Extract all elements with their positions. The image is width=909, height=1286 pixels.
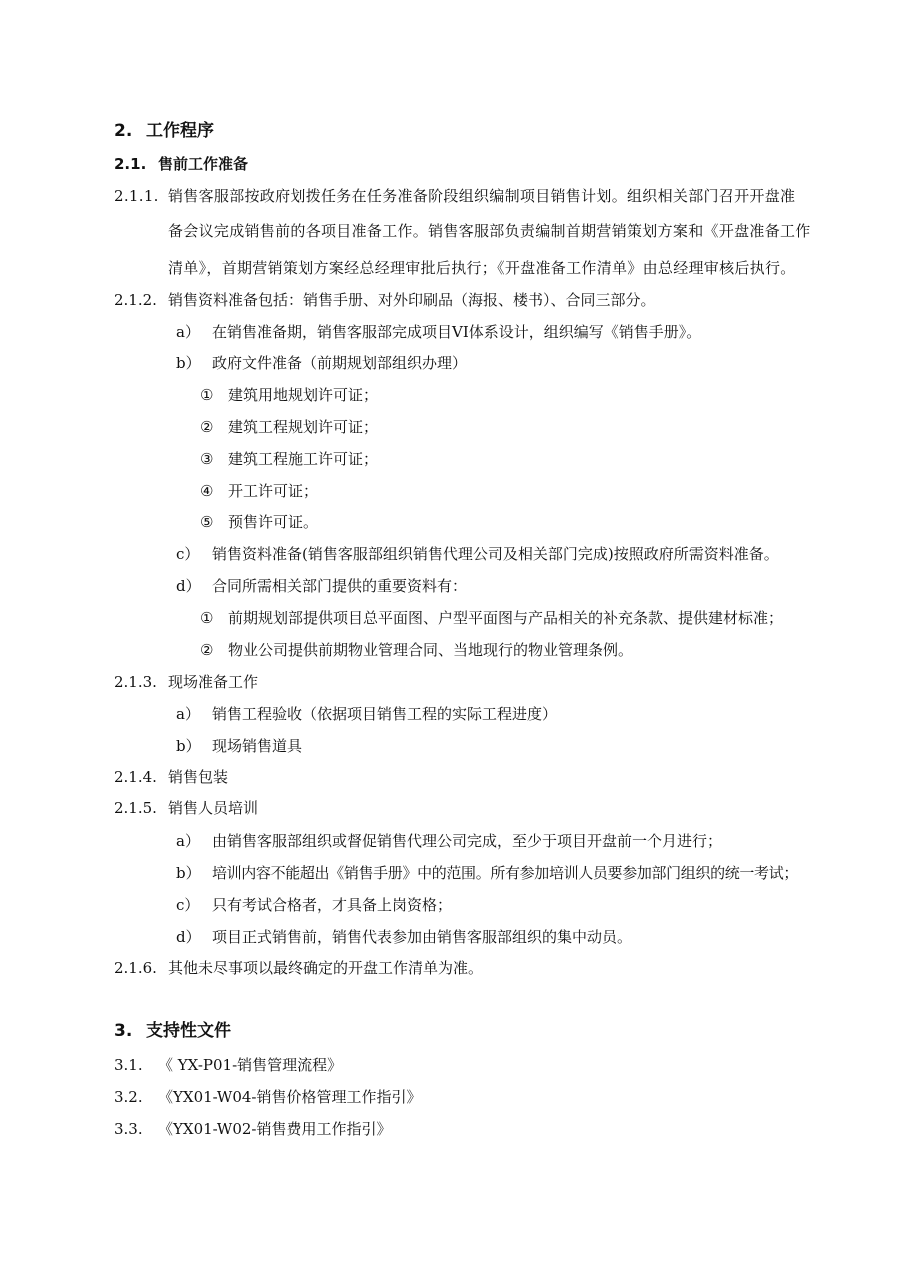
item-label: ④ xyxy=(200,482,214,500)
section-number: 2. xyxy=(114,121,133,141)
clause-text: 现场准备工作 xyxy=(168,673,259,691)
clause-2-1-1-cont: 清单》，首期营销策划方案经总经理审批后执行；《开盘准备工作清单》由总经理审核后执行。 xyxy=(168,259,796,277)
item-label: ① xyxy=(200,609,214,627)
section-title: 工作程序 xyxy=(146,121,214,141)
support-doc-item xyxy=(114,1087,422,1107)
item-text: 只有考试合格者，才具备上岗资格； xyxy=(212,896,453,914)
clause-2-1-2 xyxy=(114,290,656,310)
sub-item xyxy=(200,385,378,405)
item-text: 销售工程验收（依据项目销售工程的实际工程进度） xyxy=(212,705,558,723)
item-text: 现场销售道具 xyxy=(212,737,303,755)
support-doc-item xyxy=(114,1055,342,1075)
section-title: 支持性文件 xyxy=(146,1021,231,1041)
item-label: b） xyxy=(176,864,201,882)
item-text: 建筑工程规划许可证； xyxy=(228,418,379,436)
item-label: a） xyxy=(176,323,200,341)
clause-number: 2.1.4. xyxy=(114,768,157,786)
clause-text: 销售客服部按政府划拨任务在任务准备阶段组织编制项目销售计划。组织相关部门召开开盘准 xyxy=(168,187,796,205)
list-item-c xyxy=(176,544,779,564)
item-label: ② xyxy=(200,418,214,436)
section-2-1-heading xyxy=(114,154,248,174)
sub-item xyxy=(200,512,318,532)
section-2-heading xyxy=(114,120,214,142)
item-label: b） xyxy=(176,354,201,372)
list-item-d xyxy=(176,576,467,596)
list-item-c xyxy=(176,895,452,915)
section-3-heading xyxy=(114,1020,231,1042)
list-item-b xyxy=(176,736,302,756)
item-text: 项目正式销售前，销售代表参加由销售客服部组织的集中动员。 xyxy=(212,928,633,946)
list-item-a xyxy=(176,831,722,851)
item-text: 《YX01-W02-销售费用工作指引》 xyxy=(158,1120,392,1138)
clause-number: 2.1.5. xyxy=(114,799,157,817)
item-text: 销售资料准备(销售客服部组织销售代理公司及相关部门完成)按照政府所需资料准备。 xyxy=(212,545,779,563)
clause-number: 2.1.6. xyxy=(114,959,157,977)
clause-2-1-6 xyxy=(114,958,483,978)
list-item-b xyxy=(176,863,798,883)
item-number: 3.1. xyxy=(114,1056,143,1074)
sub-item xyxy=(200,417,378,437)
sub-item xyxy=(200,640,633,660)
list-item-b xyxy=(176,353,467,373)
clause-2-1-5 xyxy=(114,798,258,818)
section-number: 3. xyxy=(114,1021,133,1041)
item-label: ① xyxy=(200,386,214,404)
sub-item xyxy=(200,481,318,501)
item-label: ③ xyxy=(200,450,214,468)
section-number: 2.1. xyxy=(114,155,147,173)
clause-text: 销售资料准备包括：销售手册、对外印刷品（海报、楼书）、合同三部分。 xyxy=(168,291,656,309)
item-text: 在销售准备期，销售客服部完成项目VI体系设计，组织编写《销售手册》。 xyxy=(212,323,702,341)
clause-number: 2.1.1. xyxy=(114,187,159,205)
clause-number: 2.1.3. xyxy=(114,673,157,691)
section-title: 售前工作准备 xyxy=(158,155,249,173)
item-text: 《YX01-W04-销售价格管理工作指引》 xyxy=(158,1088,422,1106)
sub-item xyxy=(200,608,783,628)
clause-2-1-1 xyxy=(114,186,795,206)
item-text: 开工许可证； xyxy=(228,482,319,500)
item-text: 物业公司提供前期物业管理合同、当地现行的物业管理条例。 xyxy=(228,641,634,659)
item-number: 3.2. xyxy=(114,1088,143,1106)
clause-2-1-1-cont: 备会议完成销售前的各项目准备工作。销售客服部负责编制首期营销策划方案和《开盘准备工作 xyxy=(168,222,811,240)
clause-2-1-4 xyxy=(114,767,228,787)
item-label: d） xyxy=(176,577,201,595)
clause-2-1-3 xyxy=(114,672,258,692)
clause-text: 其他未尽事项以最终确定的开盘工作清单为准。 xyxy=(168,959,484,977)
item-text: 预售许可证。 xyxy=(228,513,319,531)
item-text: 由销售客服部组织或督促销售代理公司完成，至少于项目开盘前一个月进行； xyxy=(212,832,723,850)
item-text: 培训内容不能超出《销售手册》中的范围。所有参加培训人员要参加部门组织的统一考试； xyxy=(212,864,799,882)
sub-item xyxy=(200,449,378,469)
item-label: a） xyxy=(176,705,200,723)
clause-number: 2.1.2. xyxy=(114,291,157,309)
clause-text: 销售人员培训 xyxy=(168,799,259,817)
item-label: a） xyxy=(176,832,200,850)
item-label: b） xyxy=(176,737,201,755)
item-label: ② xyxy=(200,641,214,659)
support-doc-item xyxy=(114,1119,392,1139)
list-item-a xyxy=(176,704,557,724)
item-text: 建筑工程施工许可证； xyxy=(228,450,379,468)
item-label: c） xyxy=(176,896,200,914)
item-text: 《 YX-P01-销售管理流程》 xyxy=(158,1056,343,1074)
item-label: c） xyxy=(176,545,200,563)
item-label: d） xyxy=(176,928,201,946)
item-label: ⑤ xyxy=(200,513,214,531)
item-text: 前期规划部提供项目总平面图、户型平面图与产品相关的补充条款、提供建材标准； xyxy=(228,609,784,627)
item-number: 3.3. xyxy=(114,1120,143,1138)
item-text: 合同所需相关部门提供的重要资料有： xyxy=(212,577,468,595)
item-text: 建筑用地规划许可证； xyxy=(228,386,379,404)
clause-text: 销售包装 xyxy=(168,768,229,786)
item-text: 政府文件准备（前期规划部组织办理） xyxy=(212,354,468,372)
list-item-d xyxy=(176,927,632,947)
list-item-a xyxy=(176,322,701,342)
